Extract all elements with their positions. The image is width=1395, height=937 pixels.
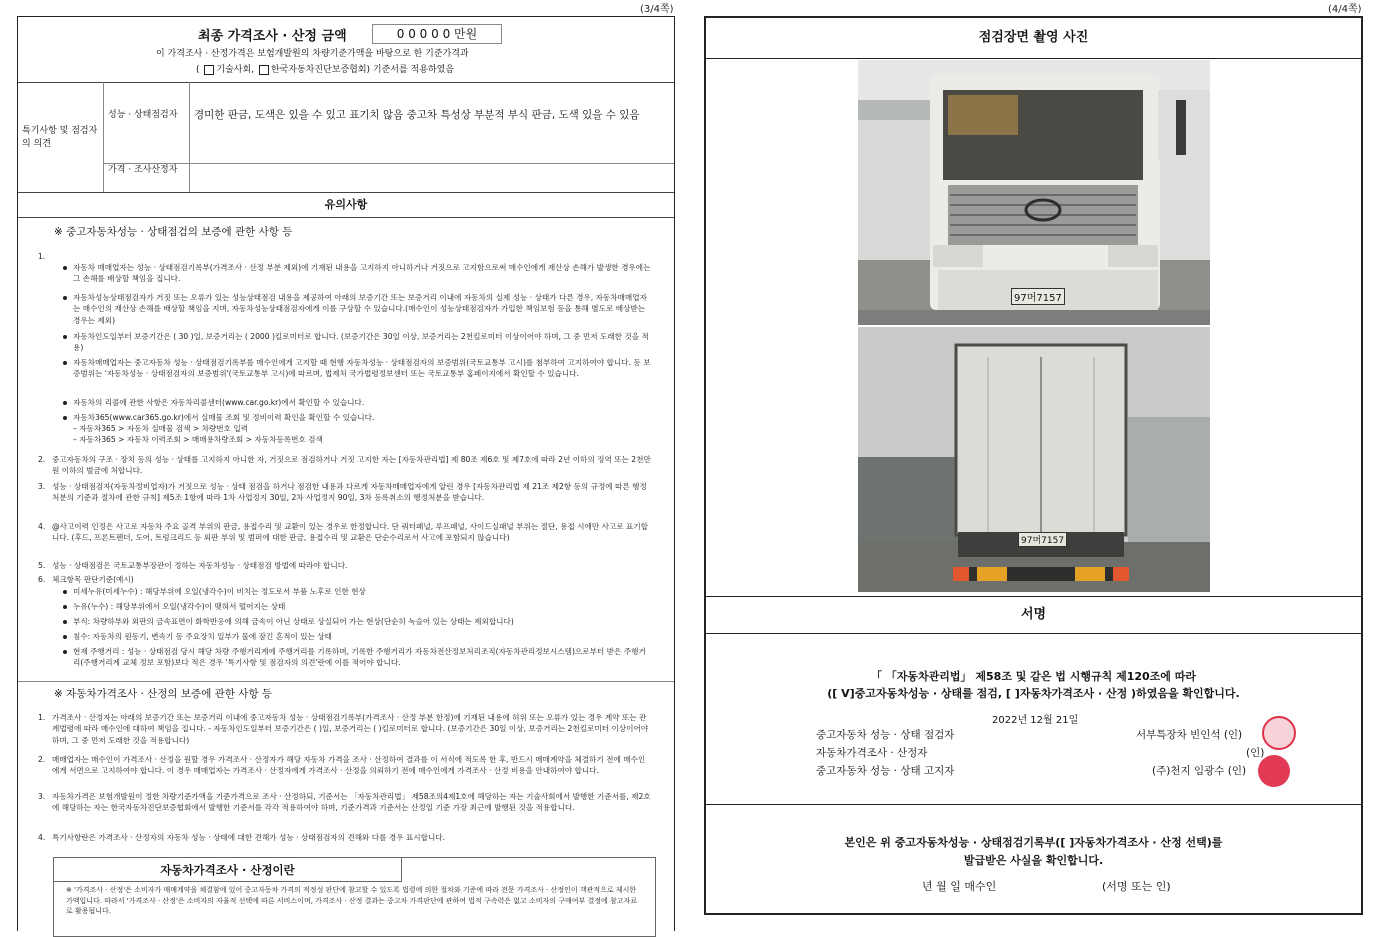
sign-date: 2022년 12월 21일 (992, 715, 1079, 726)
item6-bullet-5: 현재 주행거리 : 성능 · 상태점검 당시 해당 차량 주행거리계에 주행거리를 기록하며, 기록한 주행거리가 자동차전산정보처리조직(자동차관리정보시스템)으로부터 받은 주행거리(주행거리계 교체 정보 포함)보다 적은 경우 '특기사항 및 점검자의 의견'란에 이를 적어야 합니다. (73, 647, 646, 668)
item3-number: 3. (38, 482, 46, 491)
item5-text: 성능 · 상태점검은 국토교통부장관이 정하는 자동차성능 · 상태점검 방법에 따라야 합니다. (52, 561, 348, 570)
item5-number: 5. (38, 561, 46, 570)
notice-header (18, 193, 674, 218)
law-line-1: 「 「자동차관리법」 제58조 및 같은 법 시행규칙 제120조에 따라 (870, 670, 1197, 683)
item1-sub-1: – 자동차365 > 자동차 실매물 검색 > 차량번호 입력 (73, 424, 249, 433)
item6-number: 6. (38, 575, 46, 584)
item3-text: 성능 · 상태점검자(자동차정비업자)가 거짓으로 성능 · 상태 점검을 하거나 점검한 내용과 다르게 자동차매매업자에게 알린 경우 [자동차관리법 제 21조 제2항 등의 규정에 따른 행정처분의 기준과 절차에 관한 규칙] 제5조 1항에 따라 1차 사업정지 30일, 2차 사업정지 90일, 3차 등록취소의 행정처분을 받습니다. (52, 482, 647, 503)
perf-inspector-label: 성능 · 상태점검자 (108, 110, 178, 120)
sec2-item3-text: 자동차가격은 보험개발원이 정한 차량기준가액을 기준가격으로 조사 · 산정하되, 기준서는 「자동차관리법」 제58조의4제1호에 해당하는 자는 기술사회에서 발행한 기준서를, 제2호에 해당하는 자는 한국자동차진단보증협회에서 발행한 기준서를 각각 적용하여야 하며, 기준가격과 기준서는 산정일 기준 가장 최근에 발행된 것을 적용합니다. (52, 792, 651, 813)
signature-header (706, 596, 1361, 634)
photo-section-title: 점검장면 촬영 사진 (978, 30, 1089, 45)
page-number-left: (3/4쪽) (640, 4, 674, 15)
opinion-row-label: 특기사항 및 점검자의 의견 (22, 126, 98, 149)
inspector-seal-stamp (1262, 716, 1296, 750)
notice-title: 유의사항 (324, 198, 368, 211)
buyer-signature[interactable]: (서명 또는 인) (1102, 880, 1171, 893)
front-truck-photo (858, 60, 1210, 325)
front-license-plate: 97머7157 (1011, 288, 1065, 305)
checkbox-diagnosis-association[interactable] (259, 65, 269, 75)
photo-header (706, 18, 1361, 59)
front-truck-image (858, 60, 1210, 325)
sec2-item3-number: 3. (38, 792, 46, 801)
item6-bullet-2: 누유(누수) : 해당부위에서 오일(냉각수)이 맺혀서 떨어지는 상태 (73, 602, 286, 611)
item6-bullet-4: 침수: 자동차의 원동기, 변속기 등 주요장치 일부가 물에 잠긴 흔적이 있는 상태 (73, 632, 332, 641)
item6-bullet-3: 부식: 차량하부와 외판의 금속표면이 화학반응에 의해 금속이 아닌 상태로 상실되어 가는 현상(단순히 녹슬어 있는 상태는 제외합니다) (73, 617, 514, 626)
item6-text: 체크항목 판단기준(예시) (52, 575, 134, 584)
law-line-2: ([ V]중고자동차성능 · 상태를 점검, [ ]자동차가격조사 · 산정 )하였음을 확인합니다. (827, 687, 1240, 700)
sec2-item1-number: 1. (38, 713, 46, 722)
buyer-date-line: 년 월 일 매수인 (922, 880, 997, 893)
item4-text: @사고이력 인정은 사고로 자동차 주요 골격 부위의 판금, 용접수리 및 교환이 있는 경우로 한정합니다. 단 쿼터패널, 루프패널, 사이드실패널 부위는 절단, 용접 시에만 사고로 표기합니다. (후드, 프론트펜더, 도어, 트렁크리드 등 외판 부위 및 범퍼에 대한 판금, 용접수리 및 교환은 단순수리로서 사고에 포함되지 않습니다) (52, 522, 648, 543)
price-assessor-sign-label: 자동차가격조사 · 산정자 (816, 747, 928, 759)
perf-inspector-sign-label: 중고자동차 성능 · 상태 점검자 (816, 729, 955, 741)
definition-box (53, 857, 656, 937)
item1-bullet-6: 자동차365(www.car365.go.kr)에서 실매물 조회 및 정비이력 확인을 확인할 수 있습니다. (73, 413, 375, 422)
item4-number: 4. (38, 522, 46, 531)
price-assessor-label: 가격 · 조사산정자 (108, 165, 178, 175)
sec2-item2-text: 매매업자는 매수인이 가격조사 · 산정을 원할 경우 가격조사 · 산정자가 해당 자동차 가격을 조사 · 산정하여 결과를 이 서식에 적도록 한 후, 반드시 매매계약을 체결하기 전에 매수인에게 서면으로 고지하여야 합니다. 이 경우 매매업자는 가격조사 · 산정자에게 가격조사 · 산정을 의뢰하기 전에 매수인에게 가격조사 · 산정 비용을 안내하여야 합니다. (52, 755, 646, 776)
item1-bullet-4: 자동차매매업자는 중고자동차 성능 · 상태점검기록부를 매수인에게 고지할 때 현행 자동차성능 · 상태점검자의 보증범위(국토교통부 고시)를 첨부하여 고지하여야 합니다. 등 보증범위는 '자동차성능 · 상태점검자의 보증범위'(국토교통부 고시)에 따르며, 법제처 국가법령정보센터 또는 국토교통부 홈페이지에서 확인할 수 있습니다. (73, 358, 651, 379)
sec2-item4-number: 4. (38, 833, 46, 842)
notifier-sign-label: 중고자동차 성능 · 상태 고지자 (816, 765, 955, 777)
item2-text: 중고자동차의 구조 · 장치 등의 성능 · 상태를 고지하지 아니한 자, 거짓으로 점검하거나 거짓 고지한 자는 [자동차관리법] 제 80조 제6호 및 제7호에 따라 2년 이하의 징역 또는 2천만원 이하의 벌금에 처합니다. (52, 455, 651, 476)
item1-sub-2: – 자동차365 > 자동차 이력조회 > 매매용차량조회 > 자동차등록번호 검색 (73, 435, 323, 444)
section2-title: ※ 자동차가격조사 · 산정의 보증에 관한 사항 등 (54, 688, 273, 700)
item2-number: 2. (38, 455, 46, 464)
opinion-section (18, 82, 674, 193)
price-section (18, 17, 674, 83)
rear-truck-photo (858, 327, 1210, 592)
confirm-line-2: 발급받은 사실을 확인합니다. (963, 854, 1104, 867)
item1-bullet-2: 자동차성능상태점검자가 거짓 또는 오류가 있는 성능상태점검 내용을 제공하여 아래의 보증기간 또는 보증거리 이내에 자동차의 실제 성능 · 상태가 다른 경우, 자동차매매업자는 매수인의 재산상 손해를 배상할 책임을 지며, 자동차성능상태점검자에게 이를 구상할 수 있습니다.(매수인이 성능상태점검자가 가입한 책임보험 등을 통해 별도로 배상받는 경우는 제외) (73, 293, 647, 325)
item6-bullet-1: 미세누유(미세누수) : 해당부위에 오일(냉각수)이 비치는 정도로서 부품 노후로 인한 현상 (73, 587, 366, 596)
item1-bullet-3: 자동차인도일부터 보증기간은 ( 30 )일, 보증거리는 ( 2000 )킬로미터로 합니다. (보증기간은 30일 이상, 보증거리는 2천킬로미터 이상이어야 하며, 그 중 먼저 도래한 것을 적용) (73, 332, 649, 353)
definition-text: ※ '가격조사 · 산정'은 소비자가 매매계약을 체결함에 있어 중고자동차 가격의 적정성 판단에 참고할 수 있도록 법령에 의한 절차와 기준에 따라 전문 가격조사 · 산정인이 객관적으로 제시한 가액입니다. 따라서 '가격조사 · 산정'은 소비자의 자율적 선택에 따른 서비스이며, 가격조사 · 산정 결과는 중고차 가격판단에 관하여 법적 구속력은 없고 소비자의 구매여부 결정에 참고자료로 활용됩니다. (66, 886, 638, 915)
price-assessor-sign-value: (인) (1246, 747, 1265, 759)
rear-truck-image (858, 327, 1210, 592)
price-standard-line: ( 기술사회, 한국자동차진단보증협회) 기준서를 적용하였음 (196, 65, 455, 75)
right-page (704, 16, 1363, 915)
notifier-sign-value: (주)천지 임광수 (인) (1152, 765, 1247, 777)
confirm-line-1: 본인은 위 중고자동차성능 · 상태점검기록부([ ]자동차가격조사 · 산정 선택)를 (844, 836, 1223, 849)
rear-license-plate: 97머7157 (1018, 532, 1067, 547)
section1-title: ※ 중고자동차성능 · 상태점검의 보증에 관한 사항 등 (54, 226, 293, 238)
left-page (17, 16, 675, 931)
checkbox-engineers-society[interactable] (204, 65, 214, 75)
company-seal-stamp (1258, 755, 1290, 787)
item1-number: 1. (38, 252, 46, 261)
sec2-item2-number: 2. (38, 755, 46, 764)
page-number-right: (4/4쪽) (1328, 4, 1362, 15)
sec2-item4-text: 특기사항란은 가격조사 · 산정자의 자동차 성능 · 상태에 대한 견해가 성능 · 상태점검자의 견해와 다를 경우 표시합니다. (52, 833, 446, 842)
price-title: 최종 가격조사 · 산정 금액 (198, 29, 347, 44)
item1-bullet-5: 자동차의 리콜에 관한 사항은 자동차리콜센터(www.car.go.kr)에서 확인할 수 있습니다. (73, 398, 365, 407)
item1-bullet-1: 자동차 매매업자는 성능 · 상태점검기록부(가격조사 · 산정 부분 제외)에 기재된 내용을 고지하지 아니하거나 거짓으로 고지함으로써 매수인에게 재산상 손해가 발생한 경우에는 그 손해를 배상할 책임을 집니다. (73, 263, 651, 284)
sec2-item1-text: 가격조사 · 산정자는 아래의 보증기간 또는 보증거리 이내에 중고자동차 성능 · 상태점검기록부(가격조사 · 산정 부분 한정)에 기재된 내용에 허위 또는 오류가 있는 경우 계약 또는 관계법령에 따라 매수인에 대하여 책임을 집니다. - 자동차인도일부터 보증기간은 ( )일, 보증거리는 ( )킬로미터로 합니다. (보증기간은 30일 이상, 보증거리는 2천킬로미터 이상이어야 하며, 그 중 먼저 도래한 것을 적용합니다) (52, 713, 649, 745)
definition-title: 자동차가격조사 · 산정이란 (54, 858, 402, 882)
price-amount-field[interactable]: 0 0 0 0 0 만원 (372, 24, 502, 44)
signature-title: 서명 (1020, 607, 1047, 622)
perf-inspector-opinion: 경미한 판금, 도색은 있을 수 있고 표기치 않음 중고차 특성상 부분적 부식 판금, 도색 있을 수 있음 (194, 109, 640, 121)
price-basis-text: 이 가격조사 · 산정가격은 보험개발원의 차량기준가액을 바탕으로 한 기준가격과 (156, 49, 469, 59)
perf-inspector-sign-value: 서부특장차 빈인석 (인) (1136, 729, 1243, 741)
